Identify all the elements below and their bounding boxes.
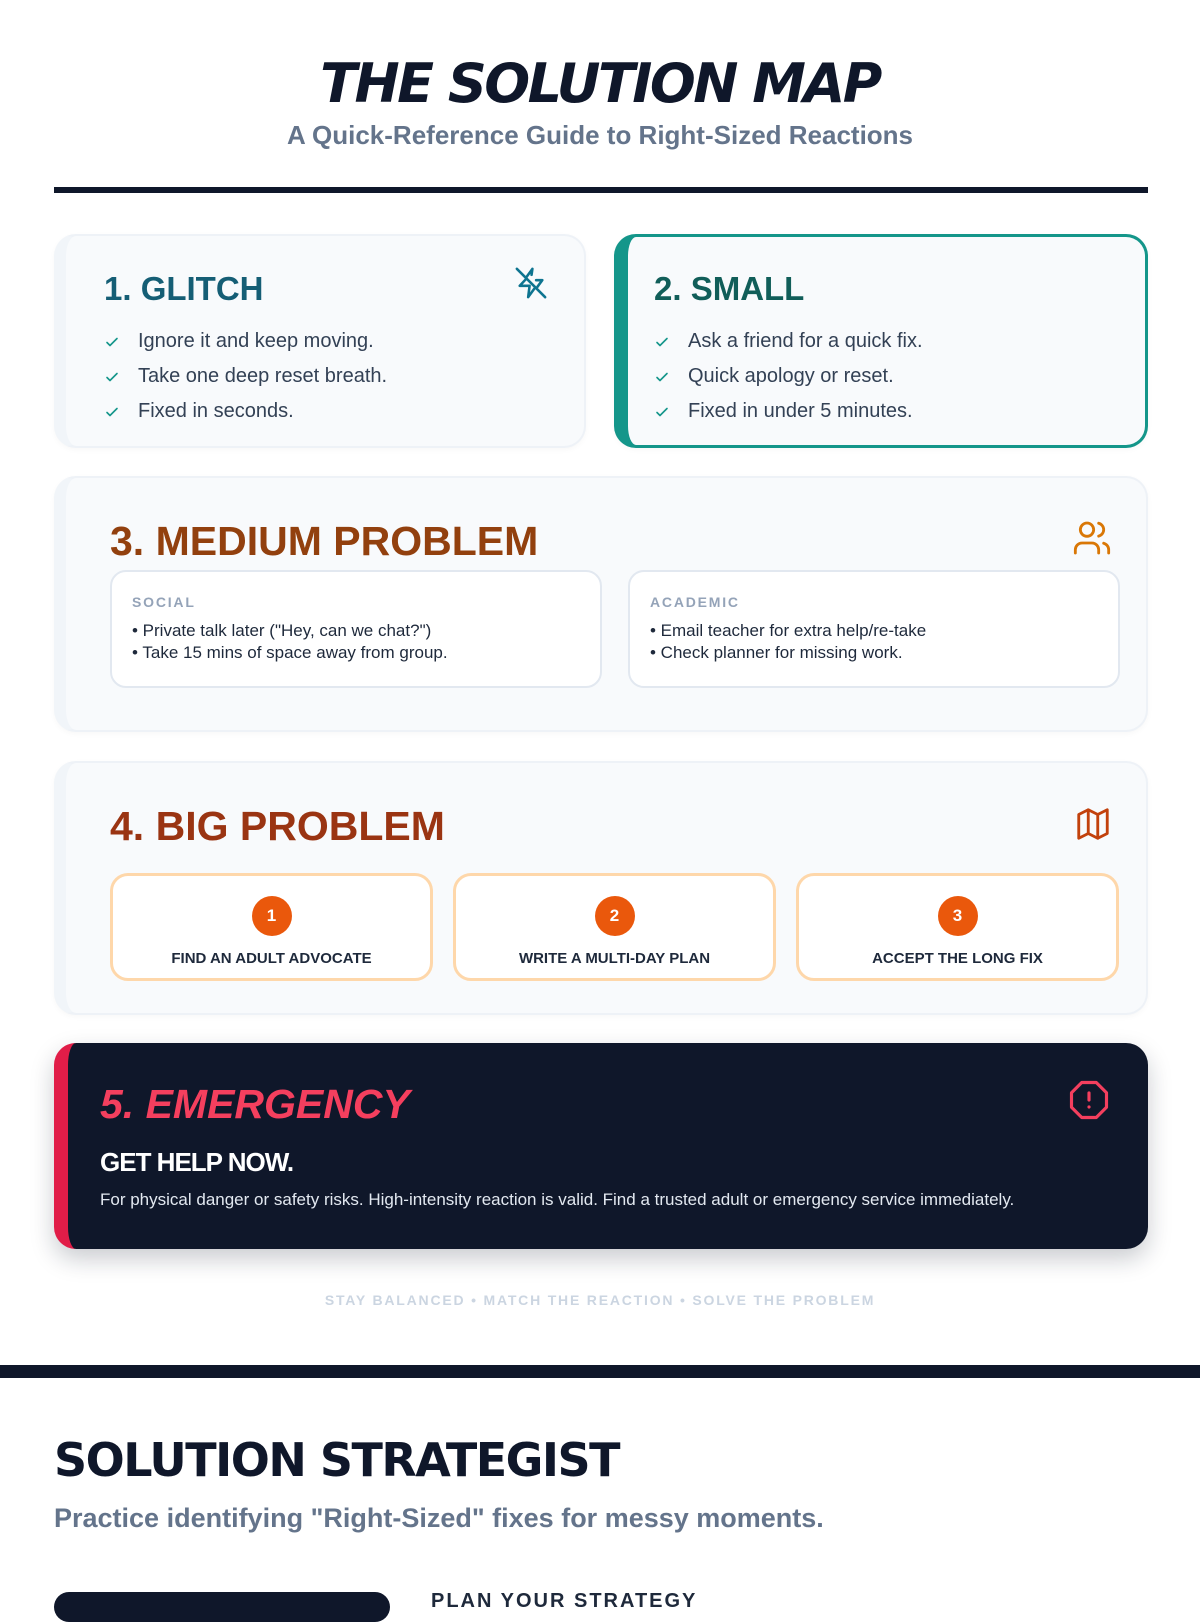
small-item: Fixed in under 5 minutes. xyxy=(688,400,913,422)
alert-octagon-icon xyxy=(1068,1079,1110,1121)
social-line: • Take 15 mins of space away from group. xyxy=(132,643,448,662)
glitch-item: Take one deep reset breath. xyxy=(138,365,388,387)
list-item xyxy=(654,324,923,359)
list-item xyxy=(654,359,923,394)
check-icon xyxy=(104,404,120,420)
academic-line: • Check planner for missing work. xyxy=(650,643,903,662)
page-subtitle: A Quick-Reference Guide to Right-Sized Reactions xyxy=(286,120,914,150)
glitch-title: 1. GLITCH xyxy=(104,270,264,307)
footer-tagline: STAY BALANCED • MATCH THE REACTION • SOLVE THE PROBLEM xyxy=(324,1292,876,1308)
social-subcard xyxy=(110,570,602,688)
academic-label: ACADEMIC xyxy=(650,594,740,610)
step-label: FIND AN ADULT ADVOCATE xyxy=(171,950,372,967)
check-icon xyxy=(654,334,670,350)
check-icon xyxy=(654,369,670,385)
section-divider xyxy=(0,1365,1200,1378)
small-card xyxy=(614,234,1148,448)
step-card xyxy=(110,873,433,981)
step-label: WRITE A MULTI-DAY PLAN xyxy=(518,950,711,967)
step-number-badge: 1 xyxy=(252,896,292,936)
social-label: SOCIAL xyxy=(132,594,196,610)
check-icon xyxy=(654,404,670,420)
users-icon xyxy=(1072,518,1112,558)
medium-title: 3. MEDIUM PROBLEM xyxy=(110,518,539,564)
glitch-card xyxy=(54,234,586,448)
step-card xyxy=(796,873,1119,981)
check-icon xyxy=(104,334,120,350)
list-item xyxy=(104,394,387,429)
zap-off-icon xyxy=(514,266,548,300)
small-item: Ask a friend for a quick fix. xyxy=(688,330,923,352)
emergency-card xyxy=(54,1043,1148,1249)
plan-strategy-label: PLAN YOUR STRATEGY xyxy=(431,1590,698,1612)
list-item xyxy=(104,324,387,359)
small-checklist xyxy=(654,324,923,429)
strategist-subtitle: Practice identifying "Right-Sized" fixes for messy moments. xyxy=(54,1503,824,1533)
academic-line: • Email teacher for extra help/re-take xyxy=(650,621,927,640)
step-label: ACCEPT THE LONG FIX xyxy=(872,950,1043,967)
page-header xyxy=(0,0,1200,151)
big-card xyxy=(54,761,1148,1015)
list-item xyxy=(104,359,387,394)
glitch-item: Fixed in seconds. xyxy=(138,400,294,422)
social-line: • Private talk later ("Hey, can we chat?") xyxy=(132,621,432,640)
check-icon xyxy=(104,369,120,385)
glitch-checklist xyxy=(104,324,387,429)
strategist-title: SOLUTION STRATEGIST xyxy=(54,1433,620,1487)
step-number-badge: 3 xyxy=(938,896,978,936)
step-card xyxy=(453,873,776,981)
map-icon xyxy=(1074,805,1112,843)
small-title: 2. SMALL xyxy=(654,270,805,307)
academic-subcard xyxy=(628,570,1120,688)
small-item: Quick apology or reset. xyxy=(688,365,894,387)
page-title: THE SOLUTION MAP xyxy=(320,52,880,115)
big-title: 4. BIG PROBLEM xyxy=(110,803,445,849)
medium-card xyxy=(54,476,1148,732)
list-item xyxy=(654,394,923,429)
emergency-heading: GET HELP NOW. xyxy=(100,1147,294,1177)
header-rule xyxy=(54,187,1148,193)
emergency-title: 5. EMERGENCY xyxy=(100,1081,410,1127)
step-number-badge: 2 xyxy=(595,896,635,936)
scenario-tab[interactable] xyxy=(54,1592,390,1622)
emergency-text: For physical danger or safety risks. High-intensity reaction is valid. Find a trusted adult or emergency service immediately. xyxy=(100,1190,1015,1209)
glitch-item: Ignore it and keep moving. xyxy=(138,330,374,352)
